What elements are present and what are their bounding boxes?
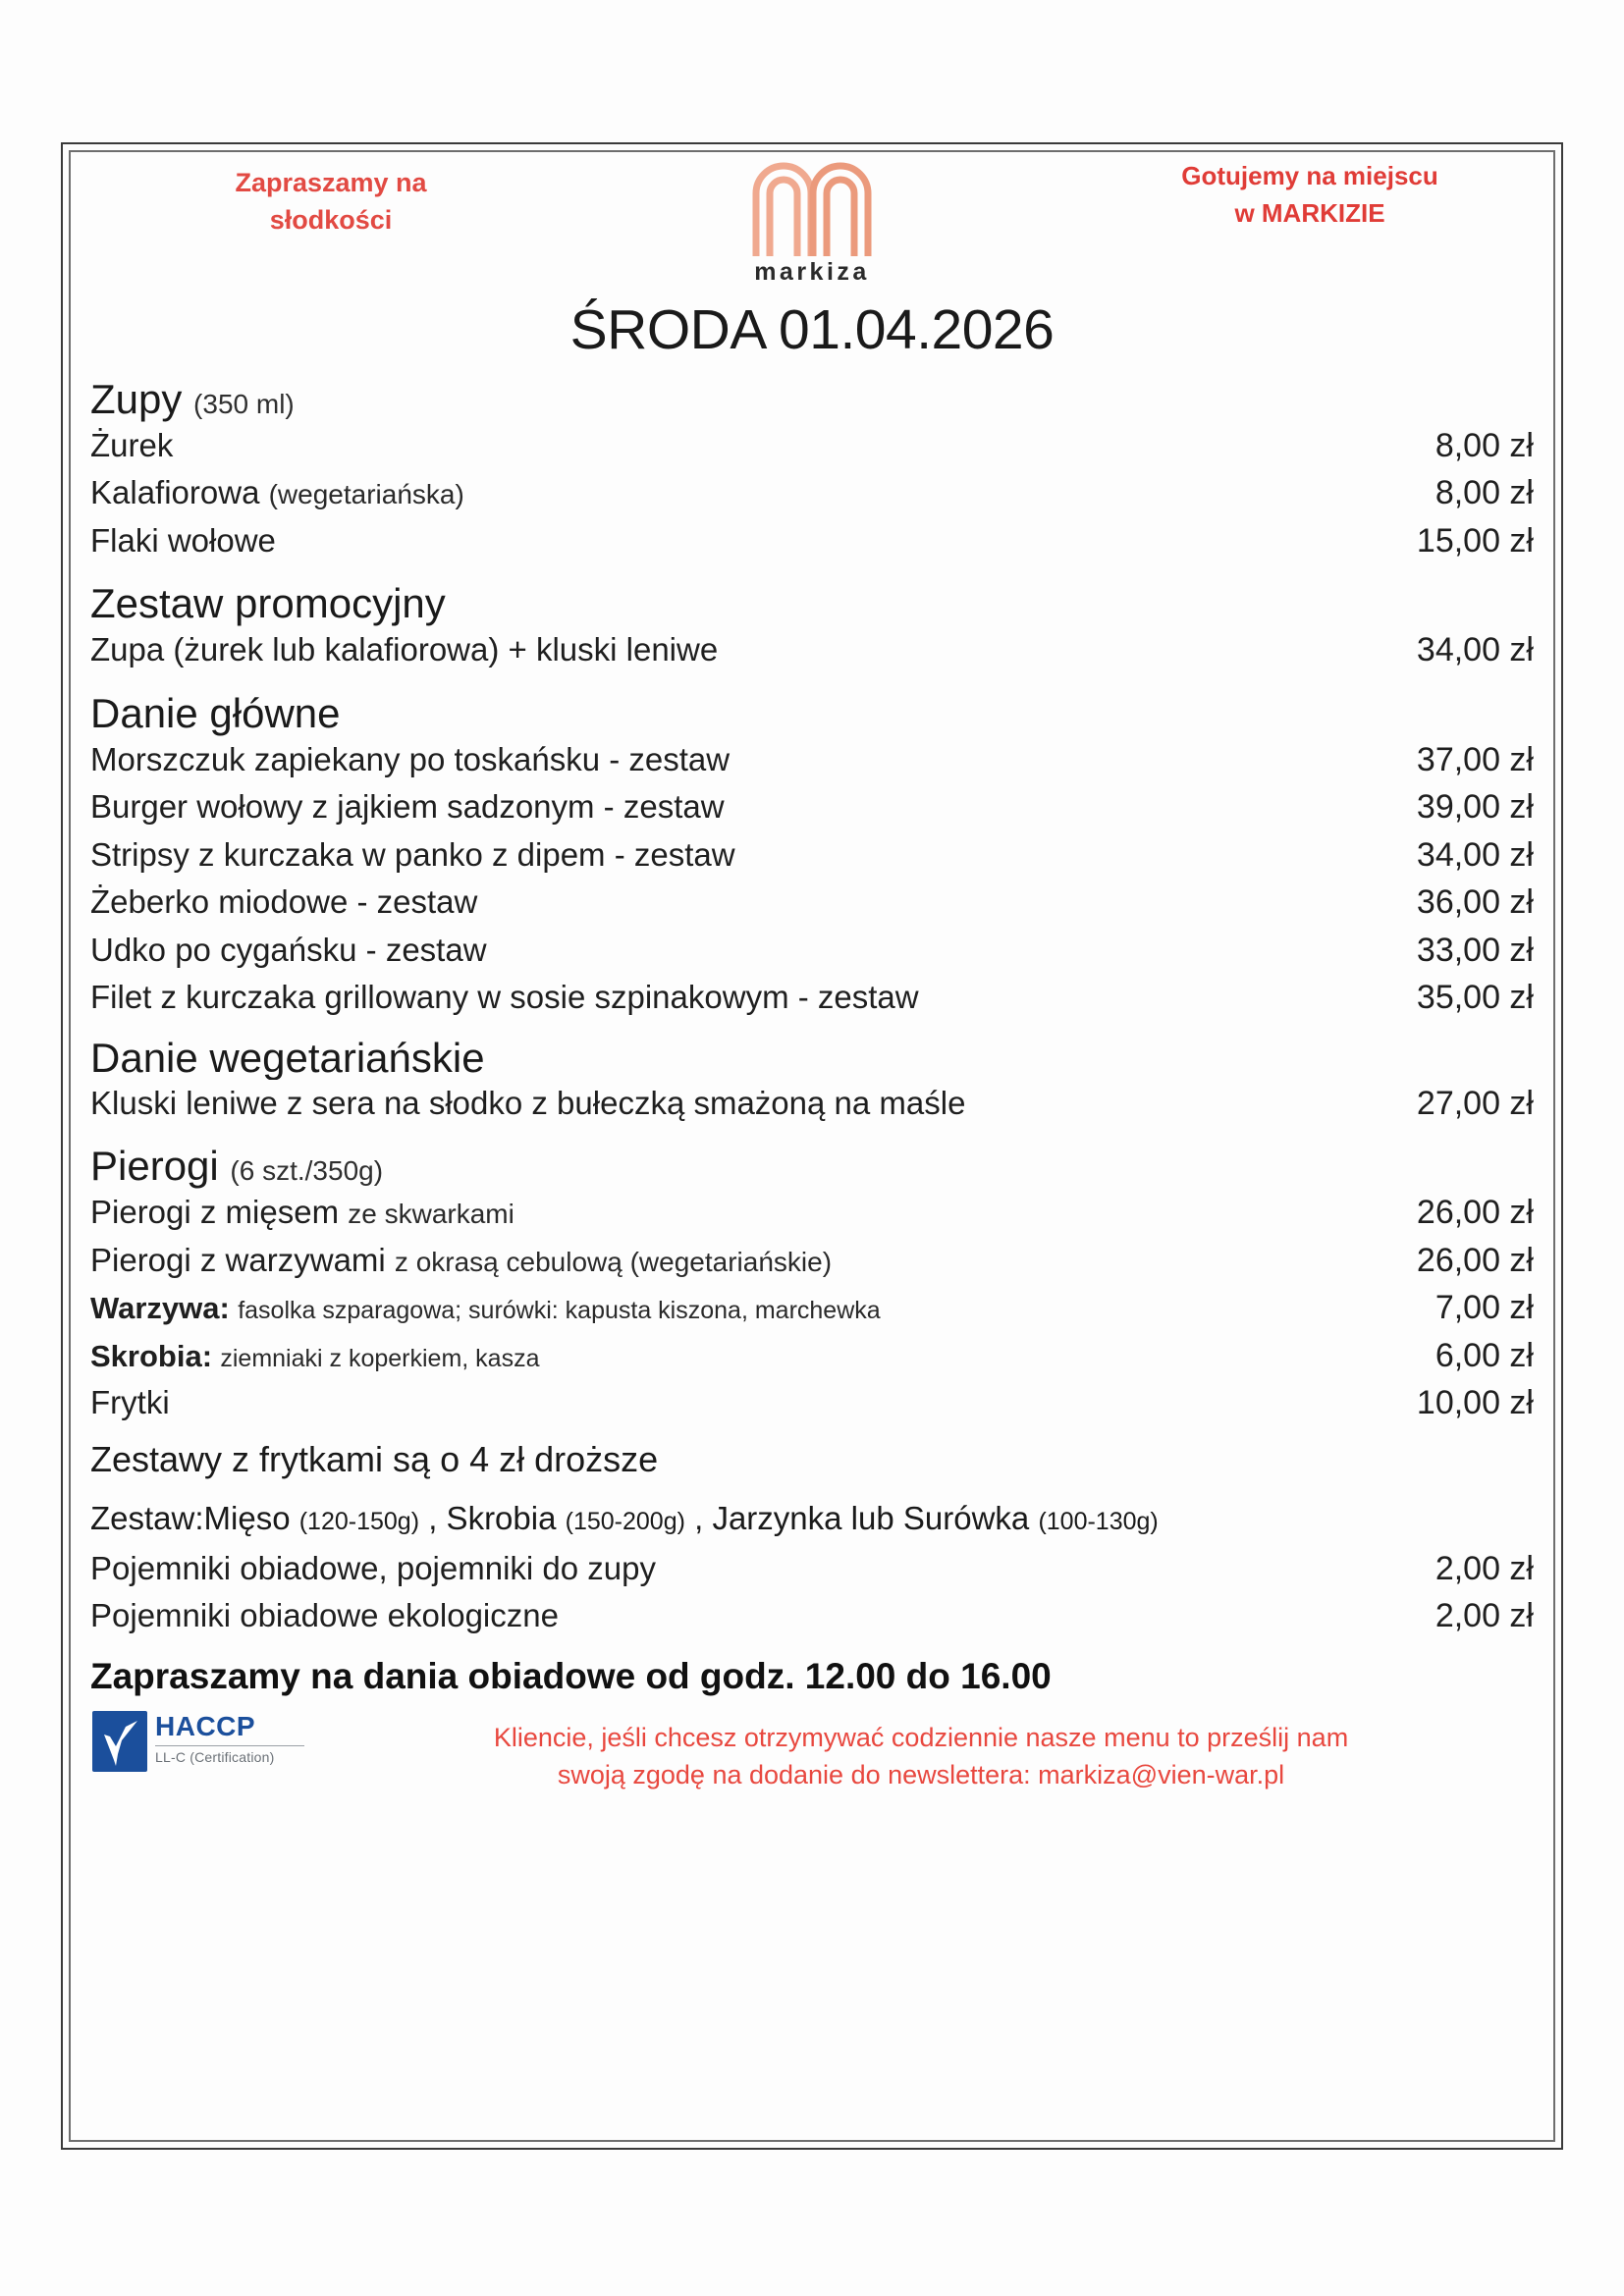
menu-row: [90, 736, 1534, 784]
menu-item-name: Zupa (żurek lub kalafiorowa) + kluski leniwe: [90, 631, 719, 668]
menu-item-name: [90, 1192, 514, 1232]
haccp-subtitle: LL-C (Certification): [155, 1748, 275, 1765]
menu-item-price: 6,00 zł: [1435, 1336, 1534, 1374]
menu-row: [90, 1379, 1534, 1427]
haccp-checkmark-icon: [92, 1711, 147, 1772]
menu-item-name: [90, 1240, 832, 1280]
menu-row: [90, 422, 1534, 470]
menu-row: [90, 1080, 1534, 1128]
set-composition-meat-grams: (120-150g): [298, 1507, 420, 1535]
set-composition-meat: Zestaw:Mięso: [90, 1499, 291, 1536]
section-header-pierogi: [90, 1143, 1534, 1189]
menu-item-main-name: Pierogi z mięsem: [90, 1194, 340, 1231]
menu-item-name: Morszczuk zapiekany po toskańsku - zestaw: [90, 740, 731, 777]
menu-item-name: Żeberko miodowe - zestaw: [90, 883, 478, 921]
menu-row: [90, 626, 1534, 674]
menu-item-price: 27,00 zł: [1416, 1084, 1534, 1122]
menu-item-name: Frytki: [90, 1384, 170, 1421]
menu-item-name: [90, 1290, 881, 1328]
newsletter-line2: swoją zgodę na dodanie do newslettera: markiza@vien-war.pl: [557, 1760, 1285, 1790]
promo-sweets-line2: słodkości: [269, 205, 393, 236]
section-title-zupy: Zupy: [90, 375, 183, 422]
newsletter-line1: Kliencie, jeśli chcesz otrzymywać codziennie nasze menu to prześlij nam: [493, 1722, 1349, 1752]
menu-item-name: Pojemniki obiadowe ekologiczne: [90, 1597, 559, 1634]
section-header-danie-glowne: [90, 690, 1534, 736]
menu-item-subnote: fasolka szparagowa; surówki: kapusta kiszona, marchewka: [238, 1297, 881, 1325]
menu-header: [90, 150, 1534, 307]
section-title-zestaw-promocyjny: Zestaw promocyjny: [90, 580, 446, 627]
cooked-onsite-note: [1113, 158, 1506, 232]
section-qty-zupy: (350 ml): [193, 388, 295, 419]
menu-row: [90, 1332, 1534, 1380]
menu-row: [90, 1237, 1534, 1285]
menu-item-price: 39,00 zł: [1416, 788, 1534, 827]
menu-item-price: 8,00 zł: [1435, 426, 1534, 464]
haccp-title: HACCP: [155, 1710, 256, 1741]
menu-footer: [90, 1705, 1534, 1823]
brand-wordmark: markiza: [754, 258, 870, 286]
section-qty-pierogi: (6 szt./350g): [230, 1155, 384, 1187]
menu-item-price: 26,00 zł: [1416, 1194, 1534, 1232]
menu-content: [69, 150, 1555, 2142]
menu-row: [90, 1284, 1534, 1332]
menu-item-main-name: Pierogi z warzywami: [90, 1241, 386, 1278]
menu-item-label: Skrobia:: [90, 1338, 213, 1373]
menu-item-subnote: ziemniaki z koperkiem, kasza: [220, 1344, 540, 1372]
promo-sweets-note: [169, 164, 493, 240]
section-title-pierogi: Pierogi: [90, 1143, 219, 1190]
menu-item-price: 10,00 zł: [1416, 1384, 1534, 1422]
set-composition-starch: , Skrobia: [428, 1499, 557, 1536]
menu-item-price: 8,00 zł: [1435, 474, 1534, 512]
menu-item-price: 36,00 zł: [1416, 883, 1534, 922]
checkmark-icon: [92, 1711, 147, 1772]
fries-surcharge-note: Zestawy z frytkami są o 4 zł droższe: [90, 1438, 659, 1479]
menu-item-price: 33,00 zł: [1416, 931, 1534, 969]
menu-item-price: 15,00 zł: [1416, 521, 1534, 560]
menu-row: [90, 783, 1534, 831]
haccp-text-block: [155, 1711, 304, 1765]
menu-item-price: 2,00 zł: [1435, 1597, 1534, 1635]
menu-row: [90, 469, 1534, 517]
set-composition-starch-grams: (150-200g): [565, 1507, 685, 1535]
menu-item-price: 35,00 zł: [1416, 979, 1534, 1017]
set-composition-veg: , Jarzynka lub Surówka: [694, 1499, 1030, 1536]
menu-item-name: Burger wołowy z jajkiem sadzonym - zestaw: [90, 788, 725, 826]
section-header-danie-wegetarianskie: [90, 1038, 1534, 1080]
menu-item-name: Pojemniki obiadowe, pojemniki do zupy: [90, 1549, 656, 1586]
menu-row: [90, 517, 1534, 565]
menu-item-price: 34,00 zł: [1416, 631, 1534, 669]
menu-item-price: 26,00 zł: [1416, 1241, 1534, 1279]
menu-row: [90, 927, 1534, 975]
menu-item-name: Żurek: [90, 426, 174, 463]
menu-item-name: Filet z kurczaka grillowany w sosie szpinakowym - zestaw: [90, 979, 919, 1016]
menu-item-main-name: Kalafiorowa: [90, 474, 260, 511]
menu-item-subnote: z okrasą cebulową (wegetariańskie): [394, 1246, 833, 1277]
section-header-zupy: [90, 376, 1534, 422]
menu-item-subnote: ze skwarkami: [348, 1199, 514, 1230]
set-composition-veg-grams: (100-130g): [1038, 1507, 1159, 1535]
menu-item-subnote: (wegetariańska): [268, 479, 464, 510]
section-title-danie-wegetarianskie: Danie wegetariańskie: [90, 1037, 485, 1080]
menu-item-price: 7,00 zł: [1435, 1289, 1534, 1327]
menu-row: [90, 1189, 1534, 1237]
menu-item-name: Kluski leniwe z sera na słodko z bułeczką smażoną na maśle: [90, 1084, 966, 1121]
promo-sweets-line1: Zapraszamy na: [235, 168, 427, 197]
menu-date-title: ŚRODA 01.04.2026: [569, 298, 1055, 361]
menu-item-label: Warzywa:: [90, 1291, 230, 1326]
markiza-arch-logo-icon: [748, 154, 876, 256]
menu-item-price: 2,00 zł: [1435, 1549, 1534, 1587]
menu-item-price: 34,00 zł: [1416, 835, 1534, 874]
menu-item-name: Stripsy z kurczaka w panko z dipem - zestaw: [90, 835, 735, 873]
newsletter-invitation: [326, 1719, 1516, 1794]
section-title-danie-glowne: Danie główne: [90, 689, 341, 736]
menu-row: [90, 974, 1534, 1022]
set-composition-note: [90, 1484, 1534, 1545]
haccp-divider: [155, 1745, 304, 1746]
haccp-certification-logo: [92, 1711, 304, 1772]
cooked-onsite-line2: w MARKIZIE: [1234, 197, 1385, 228]
menu-row: [90, 1545, 1534, 1593]
menu-item-name: Udko po cygańsku - zestaw: [90, 931, 487, 968]
menu-item-name: [90, 472, 464, 512]
menu-item-name: Flaki wołowe: [90, 521, 276, 559]
menu-row: [90, 1592, 1534, 1640]
cooked-onsite-line1: Gotujemy na miejscu: [1181, 161, 1438, 190]
menu-item-name: [90, 1338, 540, 1376]
menu-row: [90, 831, 1534, 880]
opening-hours-line: Zapraszamy na dania obiadowe od godz. 12.00 do 16.00: [90, 1655, 1052, 1696]
brand-logo: [719, 154, 905, 287]
menu-row: [90, 879, 1534, 927]
menu-item-price: 37,00 zł: [1416, 740, 1534, 778]
section-header-zestaw-promocyjny: [90, 580, 1534, 626]
